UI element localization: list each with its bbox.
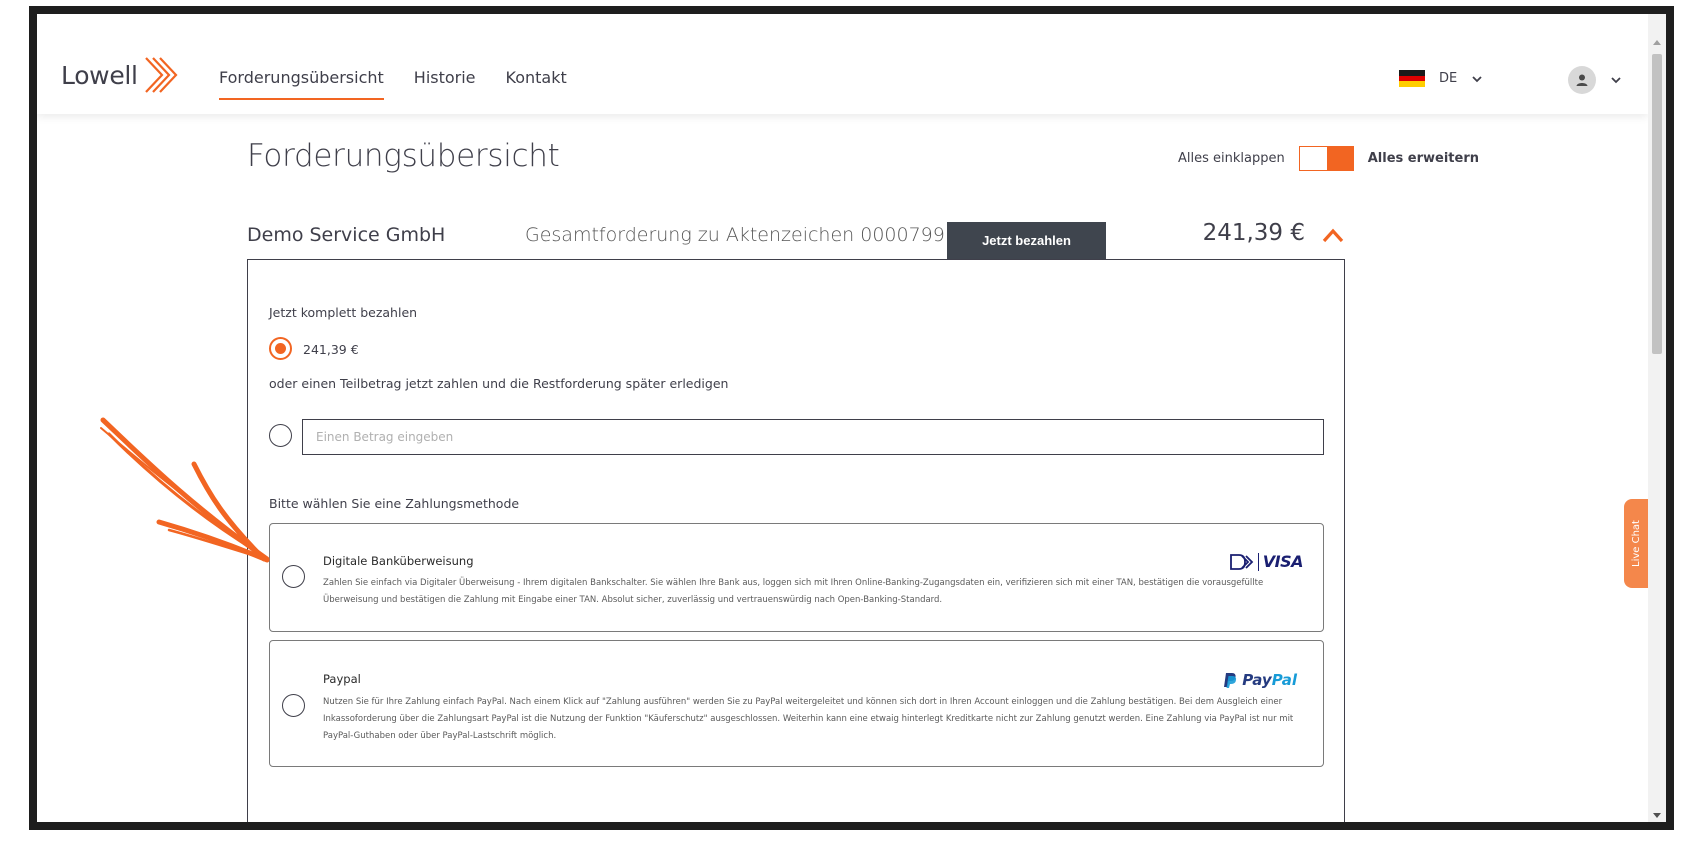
scroll-thumb[interactable] [1652,54,1662,354]
paypal-radio[interactable] [282,694,305,717]
browser-frame [29,6,1674,830]
creditor-name: Demo Service GmbH [247,224,446,246]
collapse-all-label[interactable]: Alles einklappen [1178,151,1285,166]
nav-kontakt[interactable]: Kontakt [505,68,567,87]
nav-historie[interactable]: Historie [413,68,476,87]
method-description: Zahlen Sie einfach via Digitaler Überweisung - Ihrem digitalen Bankschalter. Sie wählen Ihre Bank aus, loggen sich mit Ihren Online-Banking-Zugangsdaten ein, verifizieren sich mit einer TAN, bestätigen die vorausgefüllte Überweisung und bestätigen die Zahlung mit Eingabe einer TAN. Absolut sicher, zuverlässig und vertrauenswürdig nach Open-Banking-Standard. [323,578,1264,605]
paypal-text-pal: Pal [1271,671,1297,689]
lowell-logo[interactable] [61,54,180,96]
language-code: DE [1439,71,1458,86]
top-header [37,14,1648,114]
visa-logo [1230,552,1303,571]
viewport [37,14,1648,822]
partial-amount-input[interactable] [302,419,1324,455]
claim-amount: 241,39 € [1202,220,1305,246]
full-payment-label: Jetzt komplett bezahlen [269,305,418,320]
language-selector[interactable] [1399,70,1483,87]
paypal-p-icon [1223,672,1237,689]
avatar [1568,66,1596,94]
user-menu[interactable] [1568,66,1622,94]
live-chat-button[interactable] [1624,499,1648,588]
visa-text: VISA [1262,552,1303,571]
full-payment-amount: 241,39 € [303,342,359,357]
method-title: Digitale Banküberweisung [323,554,474,568]
expand-all-label[interactable]: Alles erweitern [1367,151,1479,166]
chevron-down-icon [1610,74,1622,86]
chevron-up-icon[interactable] [1321,226,1345,244]
chevron-logo-icon [142,54,180,96]
claim-header [247,214,1345,259]
method-title: Paypal [323,672,361,686]
pay-now-button[interactable]: Jetzt bezahlen [947,222,1106,259]
page-title: Forderungsübersicht [247,138,560,174]
user-icon [1574,72,1590,88]
scroll-down-arrow-icon[interactable] [1653,813,1661,818]
brand-name: Lowell [61,60,138,90]
expand-collapse-toggle[interactable] [1299,146,1354,171]
payment-panel [247,259,1345,822]
nav-forderungsuebersicht[interactable]: Forderungsübersicht [219,68,384,100]
annotation-arrow-icon [99,414,274,574]
bank-transfer-radio[interactable] [282,565,305,588]
expand-toggle-row [1178,146,1479,171]
method-paypal[interactable] [269,640,1324,767]
method-bank-transfer[interactable] [269,523,1324,632]
full-payment-radio[interactable] [269,337,292,360]
claim-description: Gesamtforderung zu Aktenzeichen 0000799 [525,224,945,246]
vertical-scrollbar[interactable] [1648,14,1666,822]
paypal-text-pay: Pay [1242,671,1272,689]
main-nav [219,68,567,100]
method-description: Nutzen Sie für Ihre Zahlung einfach PayPal. Nach einem Klick auf "Zahlung ausführen" werden Sie zu PayPal weitergeleitet und können sich dort in Ihren Account einloggen und die Zahlung bestätigen. Bei dem Ausgleich einer Inkassoforderung über die Zahlungsart PayPal ist die Nutzung der Funktion "Käuferschutz" ausgeschlossen. Weiterhin kann eine etwaig hinterlegt Kreditkarte nicht zur Zahlung genutzt werden. Eine Zahlung via PayPal ist nur mit PayPal-Guthaben oder über PayPal-Lastschrift möglich. [323,697,1294,741]
german-flag-icon [1399,70,1425,87]
paypal-logo [1223,671,1297,689]
live-chat-label: Live Chat [1630,520,1642,567]
chevron-down-icon [1471,73,1483,85]
digital-transfer-icon [1230,553,1254,571]
scroll-up-arrow-icon[interactable] [1653,40,1661,45]
payment-method-label: Bitte wählen Sie eine Zahlungsmethode [269,496,520,511]
partial-payment-label: oder einen Teilbetrag jetzt zahlen und die Restforderung später erledigen [269,376,729,391]
